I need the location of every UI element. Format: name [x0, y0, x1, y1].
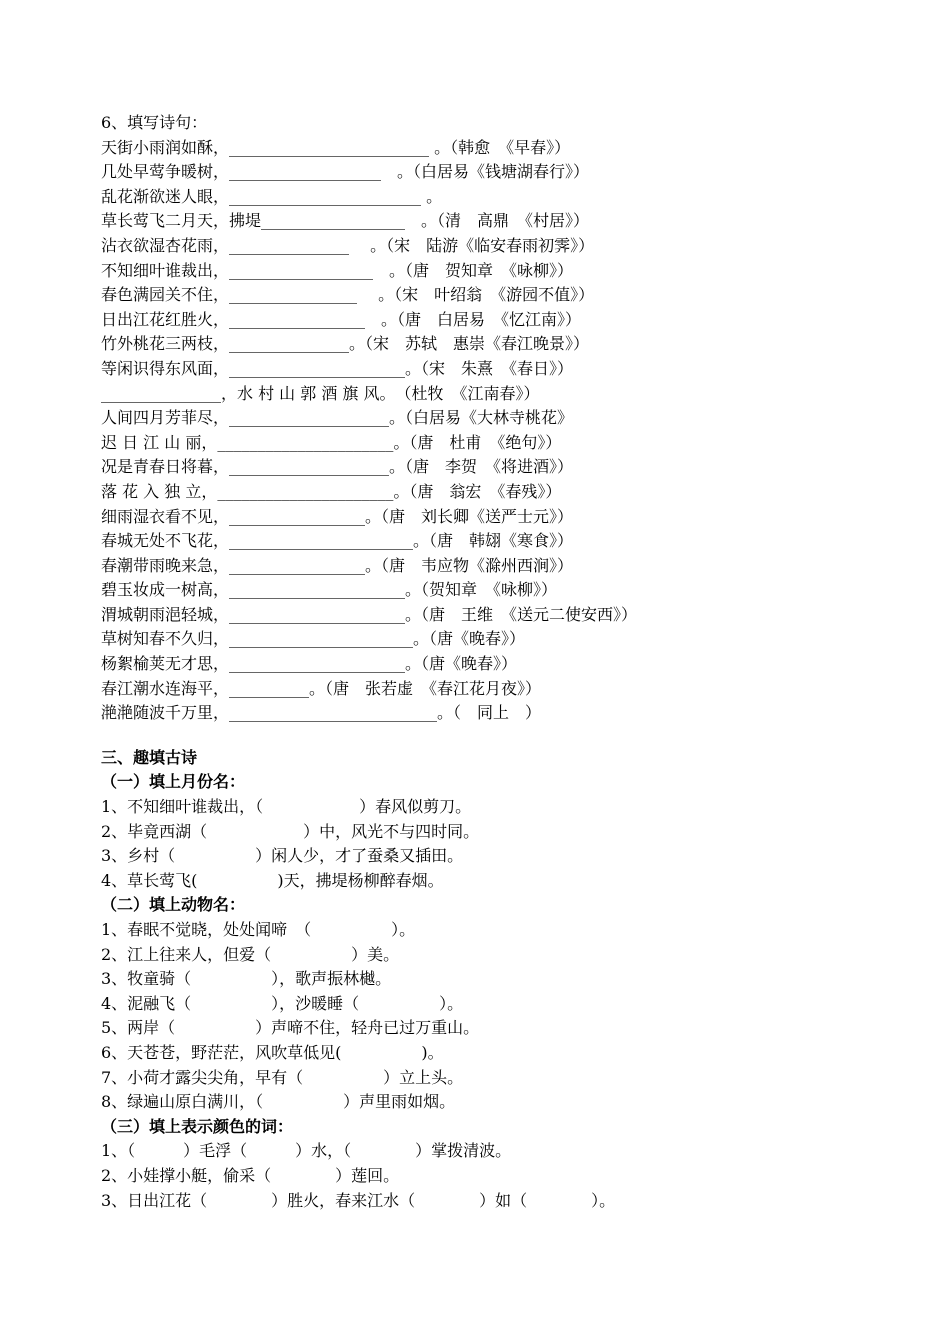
exercise-line: 2、小娃撑小艇，偷采（ ）莲回。 — [101, 1165, 400, 1185]
exercise-line: 5、两岸（ ）声啼不住，轻舟已过万重山。 — [101, 1018, 480, 1038]
poem-line: 渭城朝雨浥轻城，______________________。（唐 王维 《送元二使安西》） — [101, 604, 638, 624]
group-heading-months: （一）填上月份名： — [101, 772, 246, 792]
poem-line: 天街小雨润如酥，_________________________ 。（韩愈 《早春》） — [101, 137, 571, 157]
poem-line: 杨絮榆荚无才思，______________________。（唐《晚春》） — [101, 654, 518, 674]
section-3-title: 三、趣填古诗 — [101, 747, 198, 767]
poem-line: 滟滟随波千万里，__________________________。（ 同上 ） — [101, 703, 542, 723]
poem-line: 等闲识得东风面，______________________。（宋 朱熹 《春日》） — [101, 358, 574, 378]
poem-line: 人间四月芳菲尽，____________________。（白居易《大林寺桃花》 — [101, 408, 574, 428]
poem-line: 况是青春日将暮，____________________。（唐 李贺 《将进酒》） — [101, 457, 574, 477]
poem-line: 碧玉妆成一树高，______________________。（贺知章 《咏柳》） — [101, 580, 558, 600]
exercise-line: 1、（ ）毛浮（ ）水，（ ）掌拨清波。 — [101, 1141, 512, 1161]
group-heading-animals: （二）填上动物名： — [101, 895, 246, 915]
poem-line: 落 花 入 独 立，______________________。（唐 翁宏 《春残》） — [101, 481, 562, 501]
poem-line: 几处早莺争暖树，___________________ 。（白居易《钱塘湖春行》） — [101, 162, 590, 182]
exercise-line: 2、江上往来人，但爱（ ）美。 — [101, 944, 400, 964]
exercise-line: 4、泥融飞（ ），沙暖睡（ ）。 — [101, 993, 464, 1013]
poem-line: _______________，水 村 山 郭 酒 旗 风。 （杜牧 《江南春》） — [101, 383, 540, 403]
poem-line: 沾衣欲湿杏花雨，_______________ 。（宋 陆游《临安春雨初霁》） — [101, 235, 595, 255]
poem-line: 日出江花红胜火，_________________ 。（唐 白居易 《忆江南》） — [101, 309, 582, 329]
poem-line: 草树知春不久归，_______________________。（唐《晚春》） — [101, 629, 526, 649]
exercise-line: 6、天苍苍，野茫茫，风吹草低见( )。 — [101, 1042, 444, 1062]
poem-line: 乱花渐欲迷人眼，________________________ 。 — [101, 186, 443, 206]
poem-line: 不知细叶谁裁出，__________________ 。（唐 贺知章 《咏柳》） — [101, 260, 574, 280]
section-gap — [101, 726, 901, 746]
exercise-line: 7、小荷才露尖尖角，早有（ ）立上头。 — [101, 1067, 464, 1087]
exercise-line: 1、春眠不觉晓，处处闻啼 （ ）。 — [101, 920, 416, 939]
exercise-line: 3、乡村（ ）闲人少，才了蚕桑又插田。 — [101, 846, 464, 866]
exercise-line: 2、毕竟西湖（ ）中，风光不与四时同。 — [101, 821, 480, 841]
exercise-line: 8、绿遍山原白满川，（ ）声里雨如烟。 — [101, 1092, 456, 1112]
poem-line: 迟 日 江 山 丽，______________________。（唐 杜甫 《绝句》） — [101, 432, 562, 452]
poem-line: 竹外桃花三两枝，_______________。（宋 苏轼 惠崇《春江晚景》） — [101, 334, 590, 354]
poem-line: 春色满园关不住，________________ 。（宋 叶绍翁 《游园不值》） — [101, 285, 595, 305]
exercise-line: 3、日出江花（ ）胜火，春来江水（ ）如（ ）。 — [101, 1190, 616, 1210]
poem-line: 春潮带雨晚来急，_________________。（唐 韦应物《滁州西涧》） — [101, 555, 574, 575]
poem-line: 细雨湿衣看不见，_________________。（唐 刘长卿《送严士元》） — [101, 506, 574, 526]
exercise-line: 1、不知细叶谁裁出，（ ）春风似剪刀。 — [101, 797, 472, 817]
poem-line: 春江潮水连海平，__________。（唐 张若虚 《春江花月夜》） — [101, 678, 542, 698]
poem-line: 春城无处不飞花，_______________________。（唐 韩翃《寒食》） — [101, 531, 574, 551]
poem-line: 草长莺飞二月天，拂堤__________________ 。（清 高鼎 《村居》） — [101, 211, 590, 231]
section-6-title: 6、填写诗句： — [101, 113, 208, 132]
exercise-line: 4、草长莺飞( )天，拂堤杨柳醉春烟。 — [101, 870, 444, 890]
group-heading-colors: （三）填上表示颜色的词： — [101, 1116, 294, 1136]
worksheet-page — [101, 111, 901, 1213]
exercise-line: 3、牧童骑（ ），歌声振林樾。 — [101, 969, 392, 989]
